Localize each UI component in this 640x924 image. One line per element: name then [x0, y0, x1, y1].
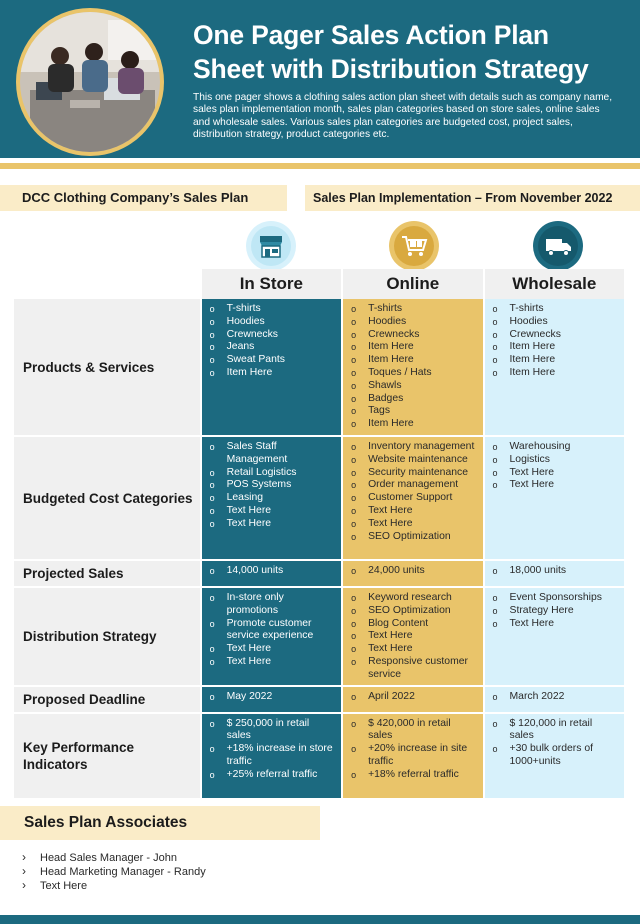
- list-item: o T-shirts: [210, 303, 335, 316]
- list-item: o Toques / Hats: [351, 367, 476, 380]
- list-item: o Event Sponsorships: [493, 592, 618, 605]
- table-header-row: [14, 269, 626, 299]
- bullet-list: [202, 437, 341, 534]
- online-cell: [343, 687, 484, 714]
- list-item: o +30 bulk orders of 1000+units: [493, 743, 618, 769]
- list-item: o Leasing: [210, 492, 335, 505]
- list-item: o Item Here: [210, 367, 335, 380]
- online-cell: [343, 561, 484, 588]
- bullet-list: [343, 561, 482, 581]
- list-item: o March 2022: [493, 691, 618, 704]
- wholesale-cell: [485, 299, 626, 437]
- header-blank-cell: [14, 269, 202, 299]
- list-item: o Promote customer service experience: [210, 618, 335, 644]
- list-item: o Sweat Pants: [210, 354, 335, 367]
- bullet-list: [343, 588, 482, 685]
- list-item: o Text Here: [351, 643, 476, 656]
- list-item: o Shawls: [351, 380, 476, 393]
- bullet-list: [202, 714, 341, 785]
- in-store-cell: [202, 561, 343, 588]
- column-header-wholesale: Wholesale: [485, 269, 626, 299]
- list-item: o May 2022: [210, 691, 335, 704]
- list-item: o Item Here: [351, 418, 476, 431]
- list-item: o SEO Optimization: [351, 605, 476, 618]
- bullet-list: [343, 714, 482, 785]
- in-store-cell: [202, 299, 343, 437]
- in-store-cell: [202, 714, 343, 800]
- in-store-cell: [202, 588, 343, 687]
- page-description: This one pager shows a clothing sales action plan sheet with details such as company name, sales plan implementation month, sales plan categories based on store sales, online sales and wholesale sales. Various sales plan categories are budgeted cost, project sales, distribution strategy, product categories etc.: [193, 92, 613, 141]
- list-item: o Text Here: [351, 630, 476, 643]
- table-row: [14, 561, 626, 588]
- list-item: o Text Here: [493, 467, 618, 480]
- row-label: Distribution Strategy: [14, 588, 202, 687]
- list-item: o POS Systems: [210, 479, 335, 492]
- list-item: o Text Here: [210, 643, 335, 656]
- table-row: [14, 687, 626, 714]
- list-item: o Security maintenance: [351, 467, 476, 480]
- list-item: o Order management: [351, 479, 476, 492]
- list-item: o Text Here: [210, 505, 335, 518]
- column-header-online: Online: [343, 269, 484, 299]
- list-item: o 14,000 units: [210, 565, 335, 578]
- list-item: o T-shirts: [351, 303, 476, 316]
- list-item: o $ 250,000 in retail sales: [210, 718, 335, 744]
- online-cell: [343, 437, 484, 561]
- list-item: o Website maintenance: [351, 454, 476, 467]
- divider-line: [0, 163, 640, 169]
- bullet-list: [202, 588, 341, 672]
- wholesale-cell: [485, 561, 626, 588]
- list-item: › Head Marketing Manager - Randy: [20, 865, 206, 879]
- table-row: [14, 299, 626, 437]
- list-item: o Item Here: [493, 341, 618, 354]
- bullet-list: [343, 687, 482, 707]
- list-item: o Hoodies: [493, 316, 618, 329]
- bullet-list: [202, 687, 341, 707]
- list-item: o Item Here: [493, 354, 618, 367]
- bullet-list: [485, 714, 624, 772]
- list-item: o Text Here: [493, 618, 618, 631]
- list-item: o Blog Content: [351, 618, 476, 631]
- bullet-list: [485, 299, 624, 383]
- list-item: o Item Here: [351, 341, 476, 354]
- list-item: o Customer Support: [351, 492, 476, 505]
- row-label: Projected Sales: [14, 561, 202, 588]
- in-store-cell: [202, 437, 343, 561]
- list-item: o +18% increase in store traffic: [210, 743, 335, 769]
- online-cell: [343, 588, 484, 687]
- team-meeting-photo: [20, 12, 160, 152]
- list-item: › Text Here: [20, 879, 206, 893]
- shopping-cart-icon: [389, 221, 439, 271]
- list-item: o Hoodies: [210, 316, 335, 329]
- table-row: [14, 714, 626, 800]
- footer-bar: [0, 915, 640, 924]
- list-item: o Logistics: [493, 454, 618, 467]
- row-label: Key Performance Indicators: [14, 714, 202, 800]
- online-cell: [343, 299, 484, 437]
- list-item: o Crewnecks: [493, 329, 618, 342]
- photo-frame: [16, 8, 164, 156]
- list-item: o Badges: [351, 393, 476, 406]
- storefront-icon: [246, 221, 296, 271]
- list-item: o 24,000 units: [351, 565, 476, 578]
- wholesale-cell: [485, 687, 626, 714]
- list-item: o Text Here: [210, 656, 335, 669]
- table-row: [14, 437, 626, 561]
- list-item: o SEO Optimization: [351, 531, 476, 544]
- in-store-cell: [202, 687, 343, 714]
- sales-plan-table: [14, 269, 626, 800]
- list-item: o $ 120,000 in retail sales: [493, 718, 618, 744]
- list-item: o Hoodies: [351, 316, 476, 329]
- list-item: o Text Here: [210, 518, 335, 531]
- online-cell: [343, 714, 484, 800]
- wholesale-cell: [485, 588, 626, 687]
- list-item: o Retail Logistics: [210, 467, 335, 480]
- table-row: [14, 588, 626, 687]
- bullet-list: [485, 561, 624, 581]
- list-item: o Crewnecks: [210, 329, 335, 342]
- wholesale-cell: [485, 714, 626, 800]
- list-item: o +20% increase in site traffic: [351, 743, 476, 769]
- delivery-truck-icon: [533, 221, 583, 271]
- bullet-list: [202, 561, 341, 581]
- list-item: o Keyword research: [351, 592, 476, 605]
- list-item: o Text Here: [351, 505, 476, 518]
- list-item: o Strategy Here: [493, 605, 618, 618]
- bullet-list: [202, 299, 341, 383]
- associates-title: Sales Plan Associates: [0, 806, 320, 840]
- implementation-label: Sales Plan Implementation – From November 2022: [305, 185, 640, 211]
- list-item: o +25% referral traffic: [210, 769, 335, 782]
- list-item: o $ 420,000 in retail sales: [351, 718, 476, 744]
- bullet-list: [485, 437, 624, 495]
- list-item: o Crewnecks: [351, 329, 476, 342]
- associates-list: [20, 851, 206, 894]
- list-item: o Sales Staff Management: [210, 441, 335, 467]
- list-item: › Head Sales Manager - John: [20, 851, 206, 865]
- list-item: o Text Here: [351, 518, 476, 531]
- list-item: o Jeans: [210, 341, 335, 354]
- column-header-in-store: In Store: [202, 269, 343, 299]
- list-item: o Item Here: [493, 367, 618, 380]
- list-item: o Responsive customer service: [351, 656, 476, 682]
- row-label: Budgeted Cost Categories: [14, 437, 202, 561]
- list-item: o Tags: [351, 405, 476, 418]
- list-item: o +18% referral traffic: [351, 769, 476, 782]
- bullet-list: [485, 588, 624, 633]
- wholesale-cell: [485, 437, 626, 561]
- list-item: o Warehousing: [493, 441, 618, 454]
- page-title: One Pager Sales Action Plan Sheet with Distribution Strategy: [193, 20, 589, 84]
- list-item: o April 2022: [351, 691, 476, 704]
- bullet-list: [343, 437, 482, 546]
- bullet-list: [485, 687, 624, 707]
- list-item: o T-shirts: [493, 303, 618, 316]
- row-label: Products & Services: [14, 299, 202, 437]
- list-item: o In-store only promotions: [210, 592, 335, 618]
- table-body: [14, 299, 626, 800]
- company-label: DCC Clothing Company’s Sales Plan: [0, 185, 287, 211]
- list-item: o 18,000 units: [493, 565, 618, 578]
- row-label: Proposed Deadline: [14, 687, 202, 714]
- list-item: o Inventory management: [351, 441, 476, 454]
- bullet-list: [343, 299, 482, 434]
- header-banner: [0, 0, 640, 158]
- list-item: o Text Here: [493, 479, 618, 492]
- list-item: o Item Here: [351, 354, 476, 367]
